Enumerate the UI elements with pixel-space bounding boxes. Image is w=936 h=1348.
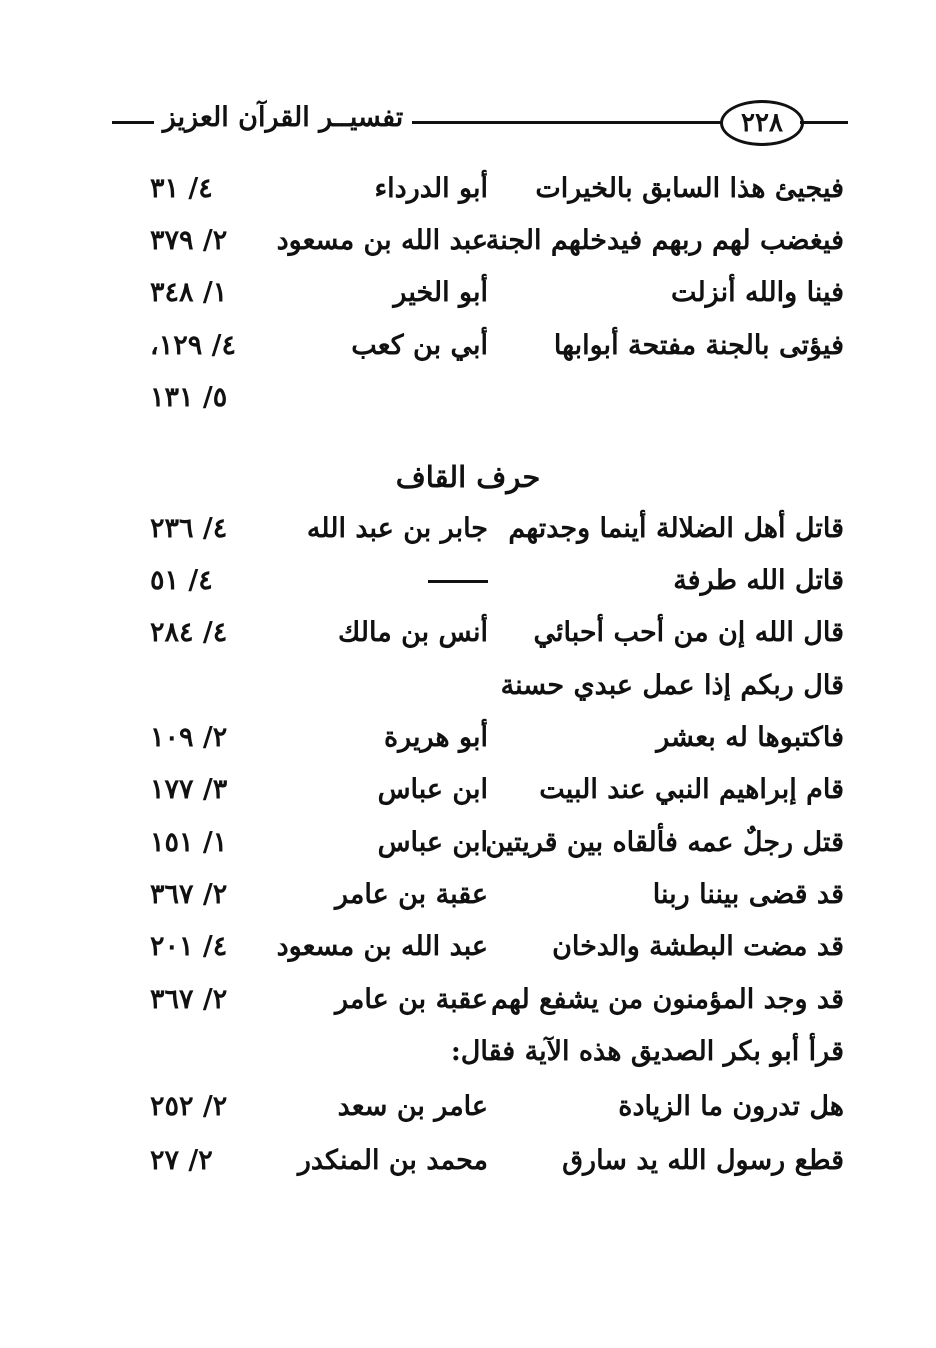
index-row [0,764,936,816]
narrator: عبد الله بن مسعود [276,225,488,256]
volume-page-ref: ٤/ ٥١ [150,565,213,596]
hadith-text: فاكتبوها له بعشر [656,722,844,753]
index-row [0,607,936,659]
narrator: أبو الدرداء [374,173,488,204]
narrator: أبو هريرة [383,722,488,753]
volume-page-ref: ١/ ١٥١ [150,827,228,858]
volume-page-ref: ٢/ ٣٦٧ [150,984,228,1015]
narrator: عبد الله بن مسعود [276,931,488,962]
volume-page-ref: ٢/ ٢٥٢ [150,1091,228,1122]
hadith-text: فينا والله أنزلت [670,277,844,308]
narrator: جابر بن عبد الله [306,513,488,544]
volume-page-ref: ٢/ ٣٦٧ [150,879,228,910]
hadith-text [504,372,844,424]
hadith-text: قرأ أبو بكر الصديق هذه الآية فقال: [450,1036,844,1067]
hadith-text: فيجيئ هذا السابق بالخيرات [535,173,844,204]
volume-page-ref: ٢/ ١٠٩ [150,722,228,753]
running-title: تفسيــر القرآن العزيز [162,102,404,133]
hadith-text: قطع رسول الله يد سارق [562,1145,844,1176]
volume-page-ref: ٤/ ٢٨٤ [150,617,228,648]
index-row [0,869,936,921]
page-number: ٢٢٨ [720,100,804,146]
volume-page-ref: ٤/ ٣١ [150,173,213,204]
hadith-text: قال ربكم إذا عمل عبدي حسنة [500,670,844,701]
narrator: عقبة بن عامر [335,879,488,910]
index-row [0,817,936,869]
volume-page-ref: ٥/ ١٣١ [150,382,228,413]
volume-page-ref: ٤/ ٢٠١ [150,931,228,962]
hadith-text: هل تدرون ما الزيادة [618,1091,844,1122]
index-row [0,267,936,319]
volume-page-ref: ٣/ ١٧٧ [150,774,228,805]
narrator: أنس بن مالك [338,617,488,648]
index-row [0,1135,936,1187]
index-row [0,320,936,372]
narrator: ابن عباس [377,774,488,805]
volume-page-ref: ٢/ ٣٧٩ [150,225,228,256]
index-row [0,1081,936,1133]
hadith-text: قال الله إن من أحب أحبائي [533,617,844,648]
hadith-text: فيغضب لهم ربهم فيدخلهم الجنة [485,225,844,256]
hadith-text: فيؤتى بالجنة مفتحة أبوابها [553,330,844,361]
dash-mark [428,580,488,583]
index-row [0,215,936,267]
narrator [268,372,488,424]
narrator: أبو الخير [393,277,488,308]
narrator-unknown [268,555,488,607]
index-row [0,372,936,424]
hadith-text: قد قضى بيننا ربنا [652,879,844,910]
index-row [0,1026,936,1078]
hadith-text: قاتل أهل الضلالة أينما وجدتهم [508,513,844,544]
volume-page-ref: ١/ ٣٤٨ [150,277,228,308]
hadith-text: قاتل الله طرفة [673,565,844,596]
hadith-text: قام إبراهيم النبي عند البيت [539,774,844,805]
narrator: عامر بن سعد [337,1091,488,1122]
narrator: ابن عباس [377,827,488,858]
section-heading: حرف القاف [395,460,541,494]
index-row [0,163,936,215]
hadith-text: قتل رجلٌ عمه فألقاه بين قريتين [485,827,844,858]
narrator: عقبة بن عامر [335,984,488,1015]
narrator: محمد بن المنكدر [297,1145,488,1176]
volume-page-ref: ٤/ ١٢٩، [150,330,237,361]
hadith-text: قد وجد المؤمنون من يشفع لهم [491,984,844,1015]
hadith-text: قد مضت البطشة والدخان [552,931,844,962]
volume-page-ref: ٤/ ٢٣٦ [150,513,228,544]
index-row [0,660,936,712]
volume-page-ref: ٢/ ٢٧ [150,1145,213,1176]
narrator: أبي بن كعب [351,330,488,361]
index-row [0,503,936,555]
index-row [0,974,936,1026]
index-row [0,712,936,764]
index-row [0,921,936,973]
index-row [0,555,936,607]
